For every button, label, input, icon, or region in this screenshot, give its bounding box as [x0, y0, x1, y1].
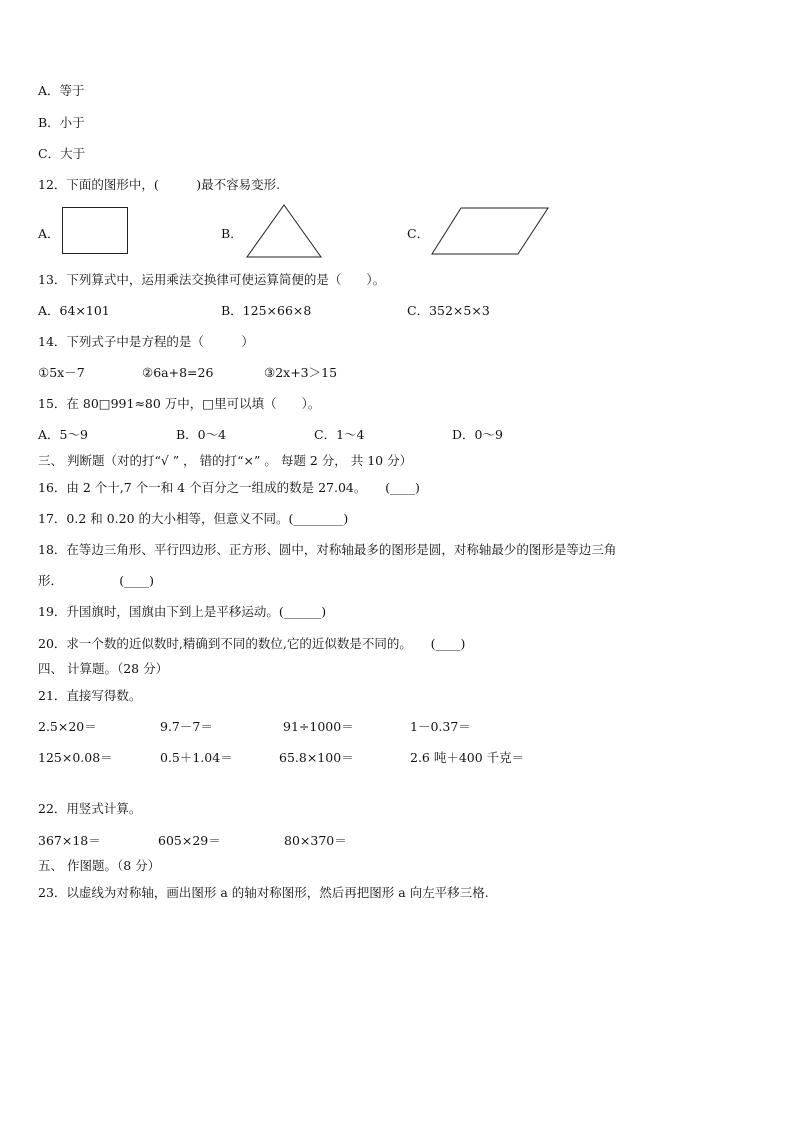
q15-option-d: D．0～9 — [452, 427, 503, 442]
q22-item: 80×370＝ — [284, 833, 347, 848]
triangle-shape — [246, 204, 322, 258]
q15-option-c: C．1～4 — [314, 427, 365, 442]
q21-item: 2.6 吨＋400 千克＝ — [410, 750, 525, 765]
q12-stem: 12．下面的图形中，( )最不容易变形. — [38, 177, 281, 192]
q14-option-1: ①5x－7 — [38, 365, 85, 380]
q17-text: 17．0.2 和 0.20 的大小相等，但意义不同。(________) — [38, 511, 349, 526]
section3-title: 三、 判断题（对的打“√ ” ， 错的打“×” 。 每题 2 分， 共 10 分） — [38, 453, 413, 468]
q22-stem: 22．用竖式计算。 — [38, 801, 142, 816]
q18-line2: 形． (____) — [38, 573, 155, 588]
q12-option-a-label: A． — [38, 226, 60, 241]
section5-title: 五、 作图题。（8 分） — [38, 858, 161, 873]
q12-option-c-label: C． — [407, 226, 430, 241]
q13-stem: 13．下列算式中，运用乘法交换律可使运算简便的是（ ）。 — [38, 272, 386, 287]
q15-option-b: B．0～4 — [176, 427, 227, 442]
parallelogram-shape — [431, 207, 549, 255]
q13-option-a: A．64×101 — [38, 303, 110, 318]
prev-option-c: C．大于 — [38, 146, 86, 161]
q23-text: 23．以虚线为对称轴，画出图形 a 的轴对称图形，然后再把图形 a 向左平移三格. — [38, 885, 489, 900]
q15-option-a: A．5～9 — [38, 427, 88, 442]
q13-option-c: C．352×5×3 — [407, 303, 490, 318]
q20-text: 20．求一个数的近似数时,精确到不同的数位,它的近似数是不同的。 (____) — [38, 636, 466, 651]
q21-item: 65.8×100＝ — [279, 750, 354, 765]
q14-stem: 14．下列式子中是方程的是（ ） — [38, 334, 254, 349]
q21-item: 0.5＋1.04＝ — [160, 750, 233, 765]
section4-title: 四、 计算题。（28 分） — [38, 661, 169, 676]
q14-option-2: ②6a+8=26 — [142, 365, 214, 380]
q21-item: 1－0.37＝ — [410, 719, 471, 734]
q21-stem: 21．直接写得数。 — [38, 688, 142, 703]
q21-item: 125×0.08＝ — [38, 750, 113, 765]
q18-line1: 18．在等边三角形、平行四边形、正方形、圆中，对称轴最多的图形是圆，对称轴最少的图形是等边三角 — [38, 542, 617, 557]
prev-option-a: A．等于 — [38, 83, 85, 98]
q22-item: 605×29＝ — [158, 833, 221, 848]
q21-item: 9.7－7＝ — [160, 719, 213, 734]
rectangle-shape — [62, 207, 128, 254]
q22-item: 367×18＝ — [38, 833, 101, 848]
q21-item: 2.5×20＝ — [38, 719, 97, 734]
q16-text: 16．由 2 个十,7 个一和 4 个百分之一组成的数是 27.04。 (____) — [38, 480, 420, 495]
q19-text: 19．升国旗时，国旗由下到上是平移运动。(______) — [38, 604, 327, 619]
q13-option-b: B．125×66×8 — [221, 303, 312, 318]
q15-stem: 15．在 80□991≈80 万中，□里可以填（ ）。 — [38, 396, 321, 411]
q14-option-3: ③2x+3＞15 — [264, 365, 338, 380]
q12-option-b-label: B． — [221, 226, 243, 241]
q21-item: 91÷1000＝ — [283, 719, 354, 734]
prev-option-b: B．小于 — [38, 115, 85, 130]
